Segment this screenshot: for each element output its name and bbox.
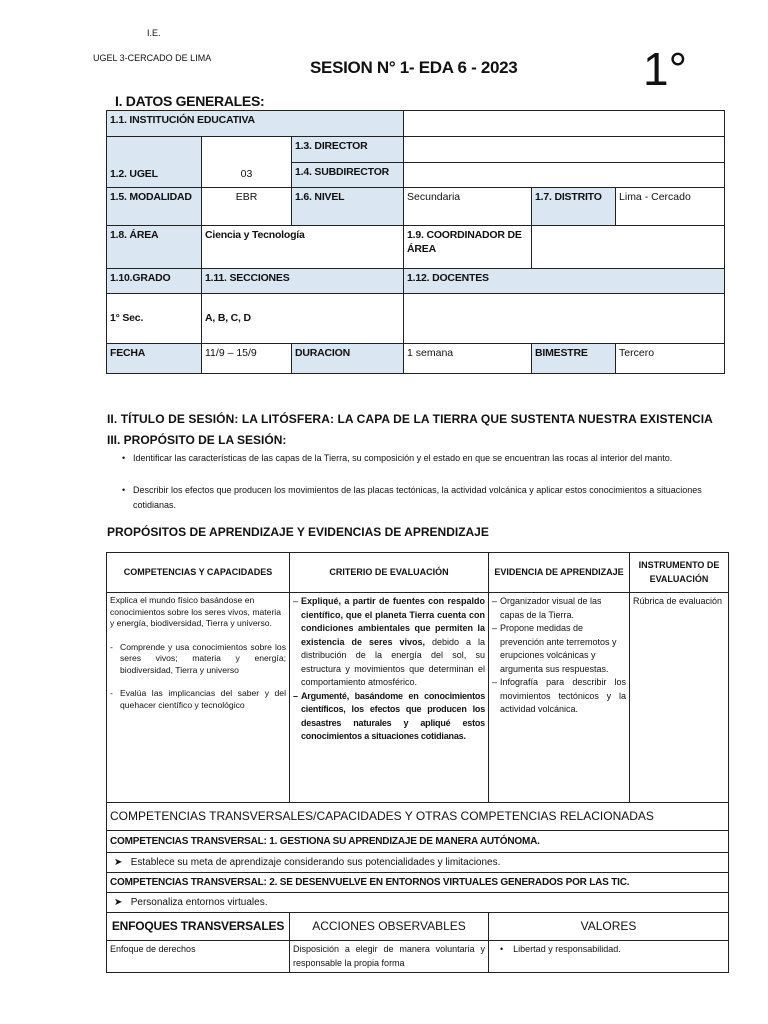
modalidad-value: EBR: [202, 188, 292, 226]
capacidad-item: - Evalúa las implicancias del saber y del quehacer científico y tecnológico: [110, 688, 286, 711]
subdirector-label: 1.4. SUBDIRECTOR: [292, 163, 404, 188]
institucion-label: 1.1. INSTITUCIÓN EDUCATIVA: [107, 111, 404, 137]
grado-value: 1° Sec.: [107, 294, 202, 344]
bimestre-label: BIMESTRE: [532, 344, 616, 374]
competencias-cell: [107, 593, 290, 803]
ugel-label: 1.2. UGEL: [107, 137, 202, 188]
distrito-label: 1.7. DISTRITO: [532, 188, 616, 226]
institucion-value: [404, 111, 725, 137]
transversales-heading: COMPETENCIAS TRANSVERSALES/CAPACIDADES Y OTRAS COMPETENCIAS RELACIONADAS: [107, 803, 729, 831]
header-ugel: UGEL 3-CERCADO DE LIMA: [93, 53, 212, 63]
session-title: SESION N° 1- EDA 6 - 2023: [310, 58, 518, 77]
capacidad-item: - Comprende y usa conocimientos sobre los seres vivos; materia y energía; biodiversidad, Tierra y universo: [110, 642, 286, 677]
distrito-value: Lima - Cercado: [616, 188, 725, 226]
bullet-dot-icon: •: [122, 453, 126, 463]
nivel-value: Secundaria: [404, 188, 532, 226]
ct1-item: ➤ Establece su meta de aprendizaje considerando sus potencialidades y limitaciones.: [107, 853, 729, 873]
proposito-bullet: • Identificar las características de las capas de la Tierra, su composición y el estado en que se encuentran las rocas al interior del manto.: [125, 451, 725, 466]
grade-mark: 1°: [643, 43, 687, 95]
datos-generales-table: [106, 110, 725, 374]
duracion-value: 1 semana: [404, 344, 532, 374]
ct2-title: COMPETENCIAS TRANSVERSAL: 2. SE DESENVUELVE EN ENTORNOS VIRTUALES GENERADOS POR LAS TIC.: [107, 873, 729, 893]
col-header: COMPETENCIAS Y CAPACIDADES: [107, 553, 290, 593]
fecha-value: 11/9 – 15/9: [202, 344, 292, 374]
evidencia-cell: [489, 593, 630, 803]
aprendizaje-table: [106, 552, 729, 973]
col-header: EVIDENCIA DE APRENDIZAJE: [489, 553, 630, 593]
instrumento-cell: Rúbrica de evaluación: [630, 593, 729, 803]
modalidad-label: 1.5. MODALIDAD: [107, 188, 202, 226]
secciones-label: 1.11. SECCIONES: [202, 269, 404, 294]
coordinador-value: [532, 226, 725, 269]
nivel-label: 1.6. NIVEL: [292, 188, 404, 226]
aprendizaje-heading: PROPÓSITOS DE APRENDIZAJE Y EVIDENCIAS DE APRENDIZAJE: [107, 525, 489, 539]
arrow-right-icon: ➤: [114, 896, 123, 908]
ugel-value: 03: [202, 137, 292, 188]
criterio-cell: [290, 593, 489, 803]
ct2-item: ➤ Personaliza entornos virtuales.: [107, 893, 729, 913]
enfoque-value: Enfoque de derechos: [107, 941, 290, 973]
area-value: Ciencia y Tecnología: [202, 226, 404, 269]
secciones-value: A, B, C, D: [202, 294, 404, 344]
bullet-dot-icon: •: [500, 944, 504, 954]
arrow-right-icon: ➤: [114, 856, 123, 868]
valores-header: VALORES: [489, 913, 729, 941]
competencia-text: Explica el mundo físico basándose en conocimientos sobre los seres vivos, materia y energía, biodiversidad, Tierra y universo.: [110, 595, 281, 628]
evidencia-item: – Organizador visual de las capas de la Tierra.: [492, 595, 626, 622]
enfoques-header: ENFOQUES TRANSVERSALES: [107, 913, 290, 941]
director-value: [404, 137, 725, 163]
duracion-label: DURACION: [292, 344, 404, 374]
proposito-heading: III. PROPÓSITO DE LA SESIÓN:: [107, 433, 287, 447]
criterio-item: – Argumenté, basándome en conocimientos científicos, los efectos que producen los desastres naturales y apliqué estos conocimientos a situaciones cotidianas.: [293, 690, 485, 744]
fecha-label: FECHA: [107, 344, 202, 374]
criterio-item: – Expliqué, a partir de fuentes con respaldo científico, que el planeta Tierra cuenta con condiciones ambientales que permiten la existencia de seres vivos, debido a la distribución de la energía del sol, su estructura y movimientos que determinan el comportamiento atmosférico.: [293, 595, 485, 690]
session-title-heading: II. TÍTULO DE SESIÓN: LA LITÓSFERA: LA CAPA DE LA TIERRA QUE SUSTENTA NUESTRA EXISTENCIA: [107, 412, 713, 426]
evidencia-item: – Propone medidas de prevención ante terremotos y erupciones volcánicas y argumenta sus respuestas.: [492, 622, 626, 676]
subdirector-value: [404, 163, 725, 188]
coordinador-label: 1.9. COORDINADOR DE ÁREA: [404, 226, 532, 269]
datos-generales-heading: I. DATOS GENERALES:: [115, 93, 265, 109]
valor-cell: • Libertad y responsabilidad.: [489, 941, 729, 973]
proposito-bullet: • Describir los efectos que producen los movimientos de las placas tectónicas, la actividad volcánica y aplicar estos conocimientos a situaciones cotidianas.: [122, 485, 702, 510]
header-ie: I.E.: [147, 28, 161, 38]
col-header: CRITERIO DE EVALUACIÓN: [290, 553, 489, 593]
evidencia-item: – Infografía para describir los movimientos tectónicos y la actividad volcánica.: [492, 676, 626, 717]
director-label: 1.3. DIRECTOR: [292, 137, 404, 163]
col-header: INSTRUMENTO DE EVALUACIÓN: [630, 553, 729, 593]
docentes-value: [404, 294, 725, 344]
docentes-label: 1.12. DOCENTES: [404, 269, 725, 294]
area-label: 1.8. ÁREA: [107, 226, 202, 269]
accion-value: Disposición a elegir de manera voluntaria y responsable la propia forma: [290, 941, 489, 973]
grado-label: 1.10.GRADO: [107, 269, 202, 294]
bimestre-value: Tercero: [616, 344, 725, 374]
acciones-header: ACCIONES OBSERVABLES: [290, 913, 489, 941]
ct1-title: COMPETENCIAS TRANSVERSAL: 1. GESTIONA SU APRENDIZAJE DE MANERA AUTÓNOMA.: [107, 831, 729, 853]
bullet-dot-icon: •: [122, 485, 126, 495]
